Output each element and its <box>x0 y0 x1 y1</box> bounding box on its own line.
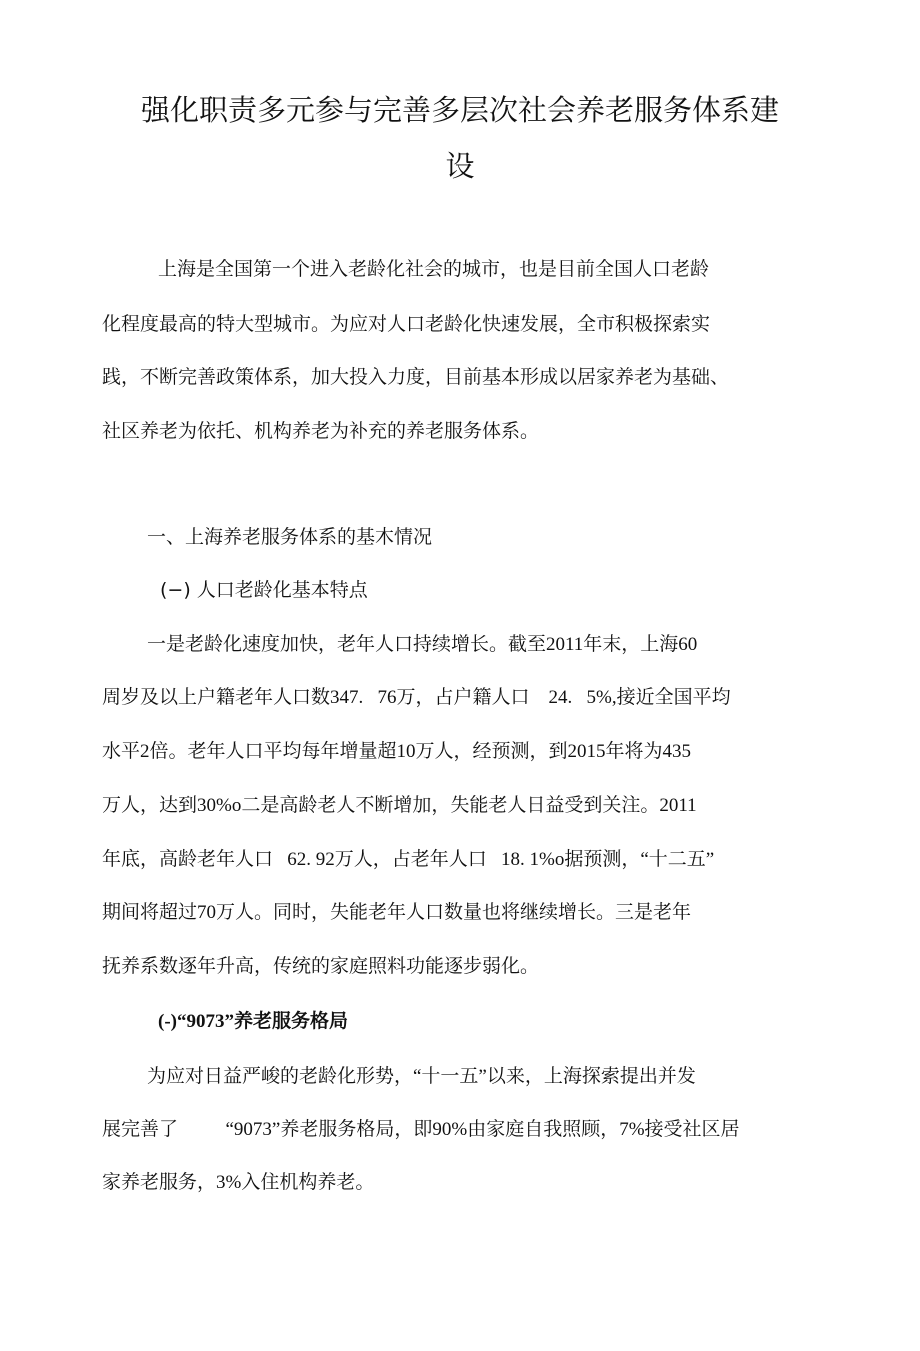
body-paragraph-line: 抚养系数逐年升高，传统的家庭照料功能逐步弱化。 <box>102 956 540 977</box>
body-paragraph-line: 万人，达到30%o二是高龄老人不断增加，失能老人日益受到关注。2011 <box>102 795 697 816</box>
subsection-heading: (−) 人口老龄化基本特点 <box>160 579 368 601</box>
section-heading: 一、上海养老服务体系的基木情况 <box>147 526 433 548</box>
body-paragraph-line: 为应对日益严峻的老龄化形势，“十一五”以来，上海探索提出并发 <box>147 1066 696 1087</box>
document-title-line-1: 强化职责多元参与完善多层次社会养老服务体系建 <box>140 93 779 127</box>
intro-paragraph-line: 化程度最高的特大型城市。为应对人口老龄化快速发展，全市积极探索实 <box>102 313 711 335</box>
intro-paragraph-line: 上海是全国第一个进入老龄化社会的城市，也是目前全国人口老龄 <box>158 258 710 280</box>
subsection-heading: (-)“9073”养老服务格局 <box>158 1011 348 1032</box>
intro-paragraph-line: 社区养老为依托、机构养老为补充的养老服务体系。 <box>102 420 540 442</box>
body-paragraph-line: 家养老服务，3%入住机构养老。 <box>102 1172 375 1193</box>
document-title-line-2: 设 <box>445 149 475 183</box>
intro-paragraph-line: 践，不断完善政策体系，加大投入力度，目前基本形成以居家养老为基础、 <box>102 366 730 388</box>
body-paragraph-line: 一是老龄化速度加快，老年人口持续增长。截至2011年末，上海60 <box>147 634 698 655</box>
body-paragraph-line: 展完善了 “9073”养老服务格局，即90%由家庭自我照顾，7%接受社区居 <box>102 1119 740 1140</box>
body-paragraph-line: 年底，高龄老年人口 62. 92万人，占老年人口 18. 1%o据预测，“十二五” <box>102 849 715 870</box>
body-paragraph-line: 水平2倍。老年人口平均每年增量超10万人，经预测，到2015年将为435 <box>102 741 692 762</box>
body-paragraph-line: 周岁及以上户籍老年人口数347. 76万，占户籍人口 24. 5%,接近全国平均 <box>102 687 731 708</box>
body-paragraph-line: 期间将超过70万人。同时，失能老年人口数量也将继续增长。三是老年 <box>102 902 692 923</box>
